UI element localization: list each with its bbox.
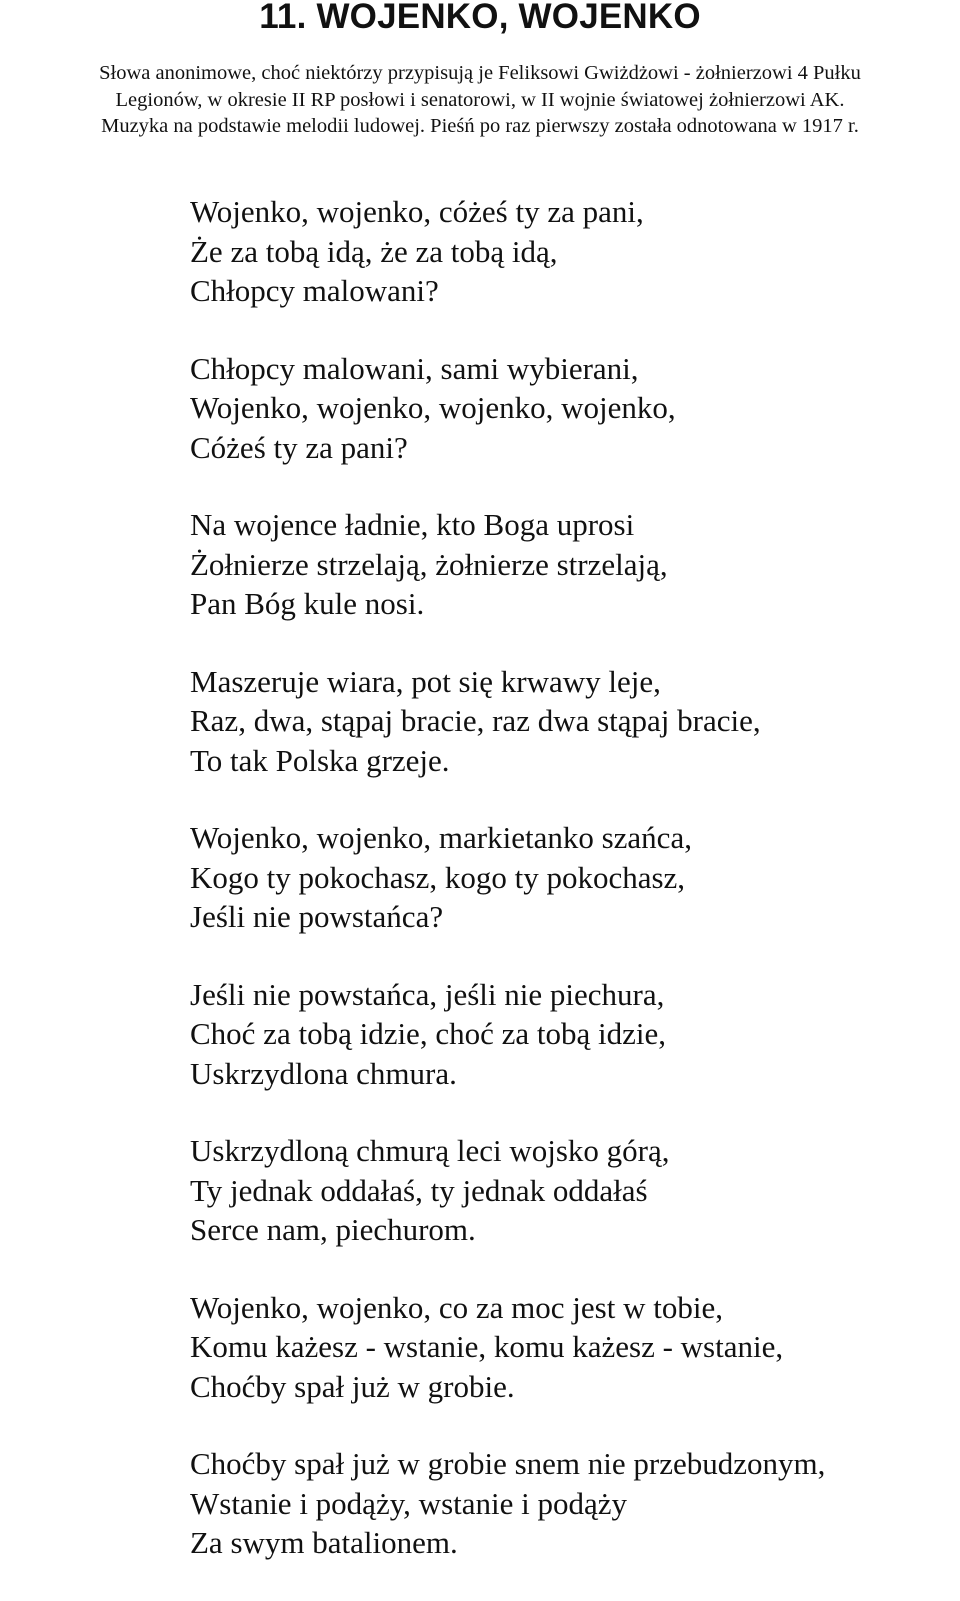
song-lyrics [190,192,950,1601]
intro-line: Legionów, w okresie II RP posłowi i senatorowi, w II wojnie światowej żołnierzowi AK. [115,88,845,111]
intro-line: Muzyka na podstawie melodii ludowej. Pieśń po raz pierwszy została odnotowana w 1917 r. [101,115,859,137]
verse-line: Uskrzydlona chmura. [190,1055,457,1091]
intro-note [0,60,960,140]
intro-line: Słowa anonimowe, choć niektórzy przypisują je Feliksowi Gwiżdżowi - żołnierzowi 4 Pułku [99,62,861,84]
stanza-5 [190,818,950,937]
stanza-4 [190,662,950,781]
verse-line: Pan Bóg kule nosi. [190,586,425,621]
verse-line: Raz, dwa, stąpaj bracie, raz dwa stąpaj bracie, [190,703,761,738]
verse-line: Serce nam, piechurom. [190,1212,476,1247]
verse-line: Choć za tobą idzie, choć za tobą idzie, [190,1016,666,1051]
verse-line: Ty jednak oddałaś, ty jednak oddałaś [190,1172,648,1208]
stanza-6 [190,975,950,1094]
verse-line: To tak Polska grzeje. [190,742,450,778]
verse-line: Wstanie i podąży, wstanie i podąży [190,1485,628,1521]
verse-line: Żołnierze strzelają, żołnierze strzelają, [190,546,668,582]
verse-line: Cóżeś ty za pani? [190,429,408,465]
verse-line: Wojenko, wojenko, markietanko szańca, [190,820,692,855]
verse-line: Wojenko, wojenko, wojenko, wojenko, [190,390,676,425]
verse-line: Wojenko, wojenko, co za moc jest w tobie, [190,1289,723,1325]
verse-line: Że za tobą idą, że za tobą idą, [190,233,558,269]
verse-line: Za swym batalionem. [190,1525,458,1560]
verse-line: Jeśli nie powstańca, jeśli nie piechura, [190,976,665,1012]
verse-line: Uskrzydloną chmurą leci wojsko górą, [190,1133,670,1168]
verse-line: Komu każesz - wstanie, komu każesz - wstanie, [190,1329,784,1364]
stanza-8 [190,1288,950,1407]
verse-line: Choćby spał już w grobie snem nie przebudzonym, [190,1446,826,1481]
verse-line: Kogo ty pokochasz, kogo ty pokochasz, [190,859,686,895]
stanza-1 [190,192,950,311]
verse-line: Maszeruje wiara, pot się krwawy leje, [190,663,661,699]
verse-line: Wojenko, wojenko, cóżeś ty za pani, [190,194,644,229]
verse-line: Na wojence ładnie, kto Boga uprosi [190,507,635,542]
stanza-9 [190,1444,950,1563]
verse-line: Chłopcy malowani, sami wybierani, [190,350,639,386]
stanza-3 [190,505,950,624]
verse-line: Jeśli nie powstańca? [190,899,444,934]
stanza-7 [190,1131,950,1250]
verse-line: Choćby spał już w grobie. [190,1368,515,1404]
stanza-2 [190,349,950,468]
verse-line: Chłopcy malowani? [190,273,439,308]
page-title: 11. WOJENKO, WOJENKO [259,0,701,36]
